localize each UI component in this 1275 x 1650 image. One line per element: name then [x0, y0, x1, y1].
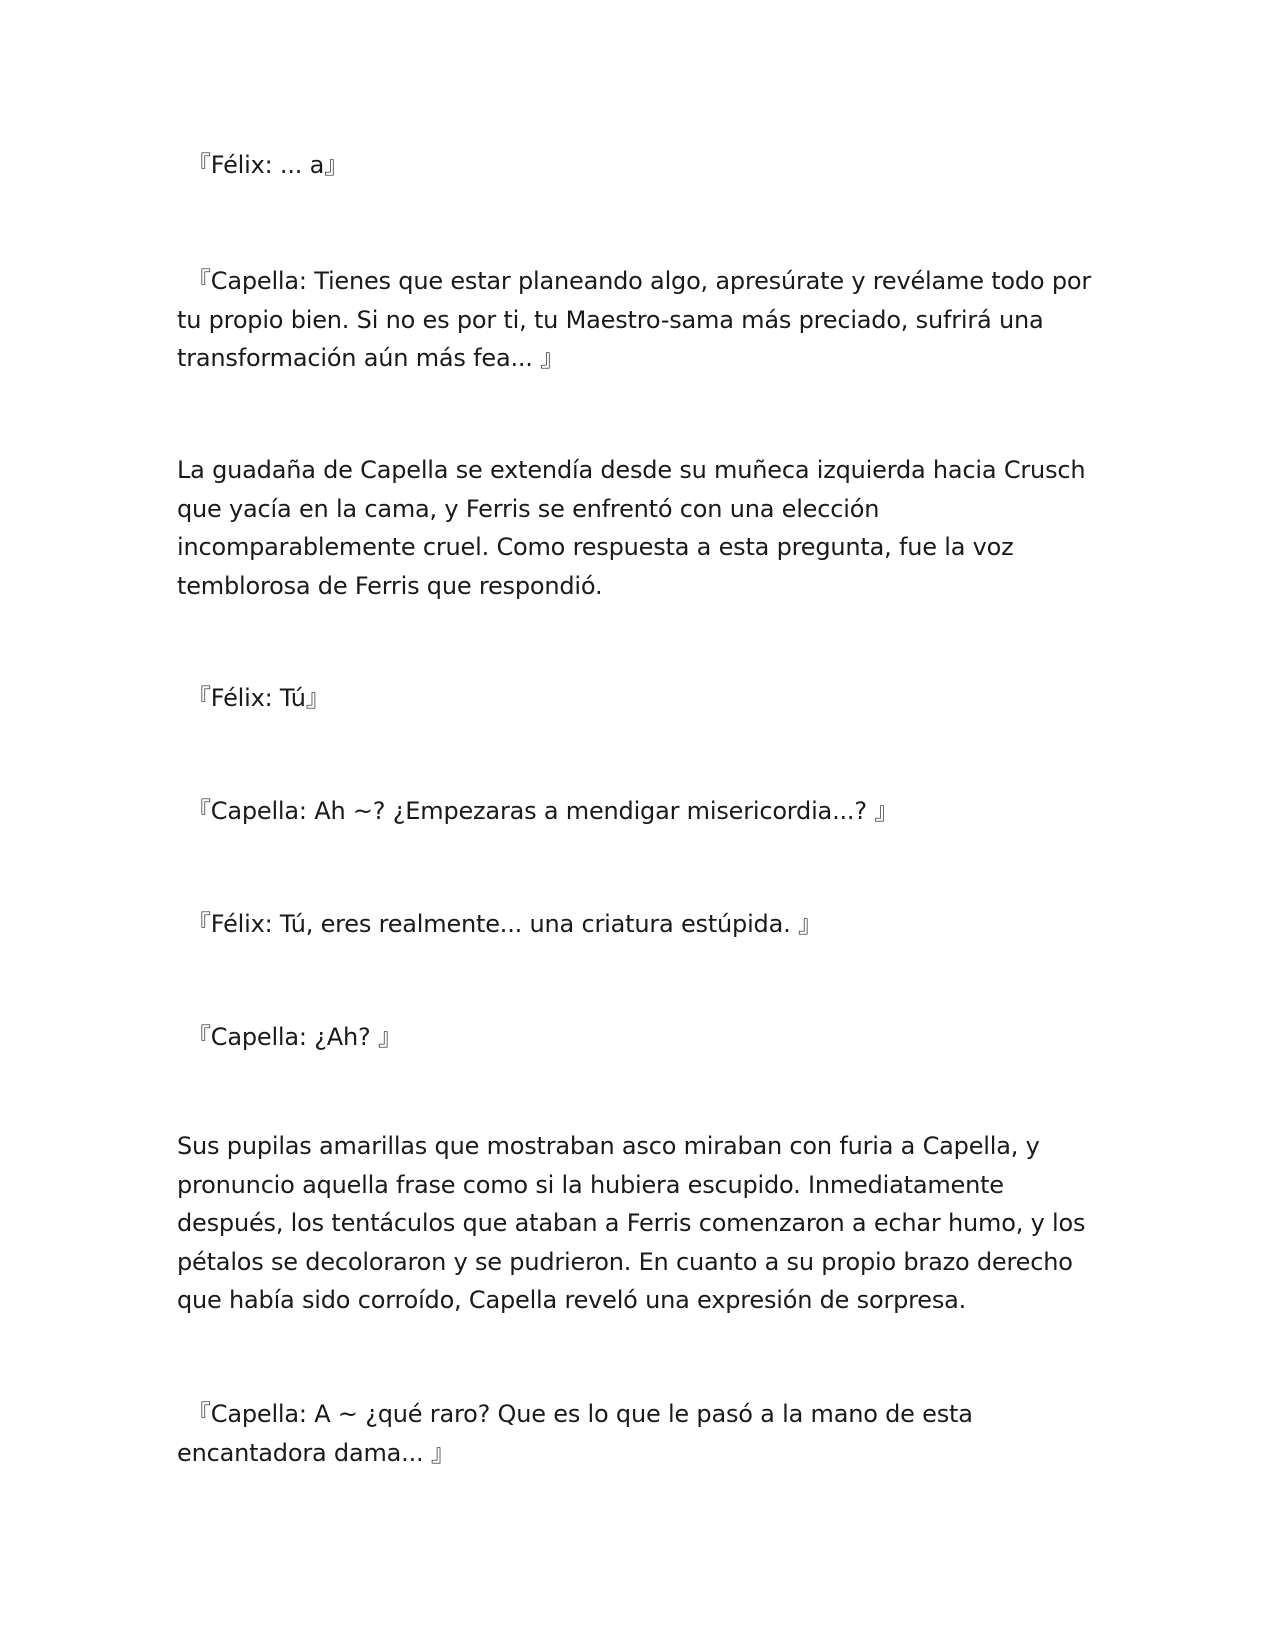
narration-pupilas: Sus pupilas amarillas que mostraban asco miraban con furia a Capella, y pronuncio aquella frase como si la hubiera escupido. Inmediatamente después, los tentáculos que ataban a Ferris comenzaron a echar humo, y los pétalos se decoloraron y se pudrieron. En cuanto a su propio brazo derecho que había sido corroído, Capella reveló una expresión de sorpresa.	[177, 1132, 1086, 1314]
dialogue-capella-misericordia: 『Capella: Ah ~? ¿Empezaras a mendigar misericordia...? 』	[187, 797, 899, 825]
dialogue-capella-raro: 『Capella: A ~ ¿qué raro? Que es lo que le pasó a la mano de esta encantadora dama... 』	[177, 1400, 973, 1467]
dialogue-capella-ah: 『Capella: ¿Ah? 』	[187, 1023, 402, 1051]
dialogue-felix-a: 『Félix: ... a』	[187, 151, 348, 179]
dialogue-felix-tu: 『Félix: Tú』	[187, 684, 330, 712]
dialogue-felix-estupida: 『Félix: Tú, eres realmente... una criatura estúpida. 』	[187, 910, 822, 938]
dialogue-capella-planeando: 『Capella: Tienes que estar planeando algo, apresúrate y revélame todo por tu propio bien. Si no es por ti, tu Maestro-sama más preciado, sufrirá una transformación aún más fea... 』	[177, 267, 1092, 372]
narration-guadana: La guadaña de Capella se extendía desde su muñeca izquierda hacia Crusch que yacía en la cama, y Ferris se enfrentó con una elección incomparablemente cruel. Como respuesta a esta pregunta, fue la voz temblorosa de Ferris que respondió.	[177, 456, 1086, 600]
